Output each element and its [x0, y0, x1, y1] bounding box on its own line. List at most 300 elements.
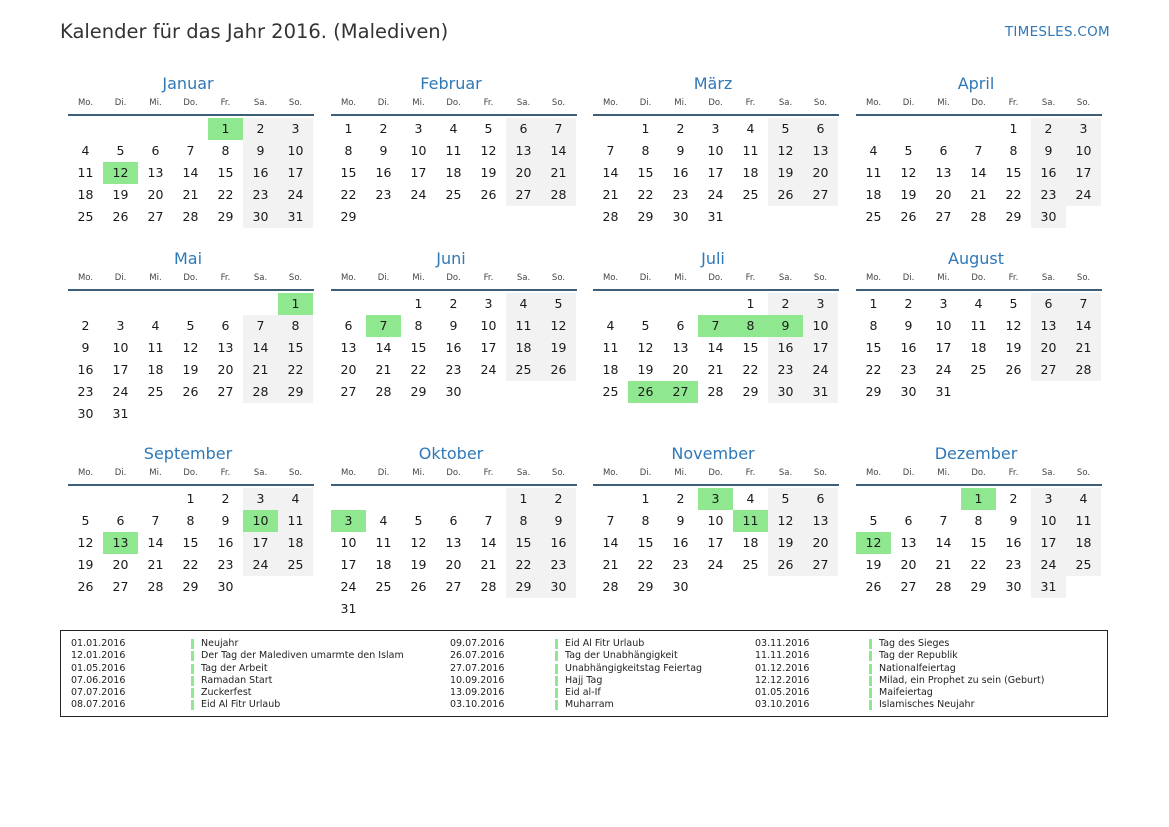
day-cell: 14 [147, 535, 164, 550]
day-cell: 17 [287, 165, 304, 180]
day-cell: 26 [550, 362, 567, 377]
weekday-label: Sa. [253, 273, 268, 283]
month-name: April [957, 74, 995, 93]
weekday-label: Mi. [412, 273, 425, 283]
day-cell: 1 [414, 296, 423, 311]
day-cell: 23 [217, 557, 234, 572]
day-cell: 11 [515, 318, 532, 333]
day-cell: 14 [707, 340, 724, 355]
day-cell: 15 [217, 165, 234, 180]
day-cell: 27 [515, 187, 532, 202]
day-cell: 4 [291, 491, 300, 506]
day-cell: 15 [637, 535, 654, 550]
day-cell: 15 [970, 535, 987, 550]
weekday-label: Do. [708, 273, 723, 283]
day-cell: 10 [707, 513, 724, 528]
day-cell: 7 [606, 143, 615, 158]
day-cell: 1 [869, 296, 878, 311]
day-cell: 30 [777, 384, 794, 399]
day-cell: 28 [375, 384, 392, 399]
day-cell: 4 [519, 296, 528, 311]
day-cell: 14 [550, 143, 567, 158]
weekday-label: So. [551, 273, 566, 283]
day-cell: 30 [672, 209, 689, 224]
weekday-label: Di. [114, 273, 127, 283]
day-cell: 19 [112, 187, 129, 202]
weekday-header [68, 98, 314, 112]
day-cell: 10 [707, 143, 724, 158]
day-cell: 13 [445, 535, 462, 550]
day-cell: 13 [147, 165, 164, 180]
day-cell: 31 [812, 384, 829, 399]
weekday-label: Mi. [149, 468, 162, 478]
day-cell: 15 [1005, 165, 1022, 180]
day-cell: 23 [550, 557, 567, 572]
day-cell: 25 [287, 557, 304, 572]
day-cell: 12 [900, 165, 917, 180]
day-cell: 27 [1040, 362, 1057, 377]
day-cell: 26 [1005, 362, 1022, 377]
header-rule [68, 114, 314, 116]
day-cell: 4 [1079, 491, 1088, 506]
day-cell: 19 [182, 362, 199, 377]
day-cell: 6 [816, 121, 825, 136]
weekday-label: Fr. [745, 273, 756, 283]
day-cell: 20 [812, 165, 829, 180]
day-cell: 17 [1075, 165, 1092, 180]
weekday-label: Do. [446, 273, 461, 283]
day-cell: 27 [445, 579, 462, 594]
day-cell: 27 [340, 384, 357, 399]
header-rule [593, 484, 839, 486]
day-cell: 10 [287, 143, 304, 158]
day-cell: 5 [81, 513, 90, 528]
header-rule [331, 114, 577, 116]
day-cell: 15 [637, 165, 654, 180]
holiday-day-cell: 11 [733, 510, 768, 532]
weekday-label: Do. [183, 273, 198, 283]
holiday-marker [191, 676, 194, 686]
day-cell: 10 [1040, 513, 1057, 528]
day-cell: 7 [554, 121, 563, 136]
day-cell: 16 [1040, 165, 1057, 180]
day-cell: 18 [515, 340, 532, 355]
weekday-header [593, 273, 839, 287]
holiday-name: Milad, ein Prophet zu sein (Geburt) [879, 674, 1045, 686]
weekday-header [331, 468, 577, 482]
weekday-label: Mo. [340, 468, 357, 478]
day-cell: 5 [414, 513, 423, 528]
weekday-label: Mi. [937, 273, 950, 283]
weekday-label: Sa. [516, 98, 531, 108]
month-januar [68, 74, 314, 224]
day-cell: 16 [77, 362, 94, 377]
day-cell: 16 [672, 535, 689, 550]
weekday-label: Sa. [778, 98, 793, 108]
weekday-label: Sa. [1041, 273, 1056, 283]
day-cell: 24 [112, 384, 129, 399]
day-cell: 15 [287, 340, 304, 355]
day-cell: 25 [77, 209, 94, 224]
page-title: Kalender für das Jahr 2016. (Malediven) [60, 20, 449, 43]
day-cell: 7 [186, 143, 195, 158]
day-cell: 14 [480, 535, 497, 550]
weekday-header [331, 98, 577, 112]
day-cell: 1 [186, 491, 195, 506]
day-cell: 8 [641, 143, 650, 158]
weekday-label: Di. [902, 273, 915, 283]
day-cell: 1 [746, 296, 755, 311]
day-cell: 18 [375, 557, 392, 572]
day-cell: 10 [112, 340, 129, 355]
weekday-label: Mi. [149, 273, 162, 283]
weekday-label: Mo. [865, 468, 882, 478]
day-cell: 11 [147, 340, 164, 355]
day-cell: 26 [865, 579, 882, 594]
holiday-name: Hajj Tag [565, 674, 603, 686]
holiday-name: Unabhängigkeitstag Feiertag [565, 662, 703, 674]
day-cell: 6 [904, 513, 913, 528]
holiday-date: 13.09.2016 [450, 687, 505, 699]
weekday-label: So. [1076, 98, 1091, 108]
day-cell: 4 [449, 121, 458, 136]
weekday-label: Mi. [149, 98, 162, 108]
weekday-label: Mo. [602, 468, 619, 478]
day-cell: 26 [777, 187, 794, 202]
day-cell: 8 [1009, 143, 1018, 158]
day-cell: 22 [970, 557, 987, 572]
month-name: August [948, 249, 1004, 268]
weekday-label: Sa. [516, 273, 531, 283]
day-cell: 29 [217, 209, 234, 224]
holiday-marker [869, 664, 872, 674]
day-cell: 9 [554, 513, 563, 528]
holiday-name: Der Tag der Malediven umarmte den Islam [201, 650, 404, 662]
day-cell: 20 [935, 187, 952, 202]
day-cell: 6 [151, 143, 160, 158]
weekday-label: Mo. [77, 98, 94, 108]
day-cell: 29 [287, 384, 304, 399]
day-cell: 12 [182, 340, 199, 355]
holiday-marker [555, 700, 558, 710]
weekday-label: Mo. [77, 273, 94, 283]
day-cell: 16 [252, 165, 269, 180]
day-cell: 25 [742, 187, 759, 202]
weekday-label: Do. [971, 98, 986, 108]
holiday-marker [191, 688, 194, 698]
day-cell: 1 [344, 121, 353, 136]
day-cell: 14 [602, 165, 619, 180]
day-cell: 29 [515, 579, 532, 594]
weekday-label: Di. [114, 98, 127, 108]
day-cell: 19 [410, 557, 427, 572]
day-cell: 29 [742, 384, 759, 399]
day-cell: 28 [707, 384, 724, 399]
holiday-date: 01.01.2016 [71, 638, 126, 649]
weekday-label: Mo. [865, 273, 882, 283]
header-rule [856, 484, 1102, 486]
weekday-label: Fr. [1008, 98, 1019, 108]
day-cell: 22 [515, 557, 532, 572]
day-cell: 18 [287, 535, 304, 550]
header-rule [331, 289, 577, 291]
holiday-date: 07.06.2016 [71, 674, 126, 686]
day-cell: 2 [676, 121, 685, 136]
day-cell: 13 [812, 513, 829, 528]
day-cell: 5 [904, 143, 913, 158]
holiday-day-cell: 13 [103, 532, 138, 554]
day-cell: 2 [449, 296, 458, 311]
holiday-marker [869, 688, 872, 698]
day-cell: 30 [1040, 209, 1057, 224]
weekday-label: Do. [446, 468, 461, 478]
day-cell: 4 [746, 121, 755, 136]
weekday-header [593, 468, 839, 482]
day-cell: 7 [606, 513, 615, 528]
holiday-date: 03.10.2016 [450, 699, 505, 711]
weekday-label: Mo. [340, 98, 357, 108]
day-cell: 16 [1005, 535, 1022, 550]
day-cell: 30 [252, 209, 269, 224]
day-cell: 31 [340, 601, 357, 616]
day-cell: 1 [519, 491, 528, 506]
day-cell: 20 [445, 557, 462, 572]
day-cell: 18 [970, 340, 987, 355]
day-cell: 25 [602, 384, 619, 399]
holiday-date: 01.05.2016 [755, 687, 810, 699]
day-cell: 23 [672, 187, 689, 202]
day-cell: 12 [1005, 318, 1022, 333]
day-cell: 8 [186, 513, 195, 528]
weekday-label: Mo. [602, 273, 619, 283]
day-cell: 28 [602, 209, 619, 224]
day-cell: 3 [291, 121, 300, 136]
day-cell: 1 [641, 121, 650, 136]
holiday-marker [191, 639, 194, 649]
day-cell: 4 [379, 513, 388, 528]
day-cell: 22 [410, 362, 427, 377]
weekday-label: Fr. [745, 468, 756, 478]
day-cell: 18 [77, 187, 94, 202]
weekday-label: Di. [639, 98, 652, 108]
day-cell: 17 [707, 535, 724, 550]
holiday-legend [60, 630, 1108, 717]
weekday-header [68, 273, 314, 287]
day-cell: 6 [519, 121, 528, 136]
day-cell: 24 [340, 579, 357, 594]
holiday-name: Tag der Republik [879, 650, 958, 662]
header-rule [331, 484, 577, 486]
day-cell: 20 [812, 535, 829, 550]
day-cell: 14 [970, 165, 987, 180]
day-cell: 3 [256, 491, 265, 506]
day-cell: 7 [256, 318, 265, 333]
day-cell: 18 [147, 362, 164, 377]
day-cell: 30 [217, 579, 234, 594]
day-cell: 11 [287, 513, 304, 528]
weekday-label: So. [1076, 273, 1091, 283]
weekday-label: Di. [377, 468, 390, 478]
day-cell: 25 [375, 579, 392, 594]
day-cell: 18 [445, 165, 462, 180]
holiday-day-cell: 1 [208, 118, 243, 140]
weekday-label: Do. [183, 468, 198, 478]
day-cell: 5 [781, 491, 790, 506]
holiday-marker [869, 700, 872, 710]
weekday-label: Fr. [1008, 468, 1019, 478]
day-cell: 19 [550, 340, 567, 355]
day-cell: 13 [340, 340, 357, 355]
day-cell: 20 [217, 362, 234, 377]
day-cell: 24 [480, 362, 497, 377]
holiday-day-cell: 27 [663, 381, 698, 403]
holiday-date: 26.07.2016 [450, 650, 505, 662]
day-cell: 4 [606, 318, 615, 333]
day-cell: 26 [77, 579, 94, 594]
day-cell: 18 [1075, 535, 1092, 550]
holiday-marker [555, 639, 558, 649]
day-cell: 26 [112, 209, 129, 224]
day-cell: 22 [637, 187, 654, 202]
day-cell: 27 [217, 384, 234, 399]
month-oktober [331, 444, 577, 616]
month-dezember [856, 444, 1102, 594]
day-cell: 21 [602, 557, 619, 572]
holiday-day-cell: 7 [698, 315, 733, 337]
day-cell: 18 [742, 165, 759, 180]
day-cell: 29 [970, 579, 987, 594]
day-cell: 21 [602, 187, 619, 202]
day-cell: 16 [375, 165, 392, 180]
weekday-label: So. [551, 98, 566, 108]
day-cell: 11 [375, 535, 392, 550]
weekday-label: Fr. [220, 468, 231, 478]
holiday-day-cell: 7 [366, 315, 401, 337]
day-cell: 24 [410, 187, 427, 202]
day-cell: 22 [340, 187, 357, 202]
holiday-date: 08.07.2016 [71, 699, 126, 711]
weekday-label: Fr. [1008, 273, 1019, 283]
day-cell: 9 [256, 143, 265, 158]
day-cell: 10 [812, 318, 829, 333]
day-cell: 24 [1040, 557, 1057, 572]
header-rule [856, 289, 1102, 291]
day-cell: 28 [480, 579, 497, 594]
day-cell: 23 [77, 384, 94, 399]
weekday-label: Do. [708, 98, 723, 108]
day-cell: 23 [445, 362, 462, 377]
holiday-date: 01.05.2016 [71, 662, 126, 674]
day-cell: 14 [182, 165, 199, 180]
day-cell: 17 [410, 165, 427, 180]
day-cell: 9 [676, 143, 685, 158]
day-cell: 30 [1005, 579, 1022, 594]
day-cell: 17 [480, 340, 497, 355]
day-cell: 23 [1040, 187, 1057, 202]
month-name: Dezember [934, 444, 1018, 463]
day-cell: 31 [287, 209, 304, 224]
holiday-marker [869, 676, 872, 686]
day-cell: 4 [81, 143, 90, 158]
day-cell: 14 [602, 535, 619, 550]
site-link[interactable]: TIMESLES.COM [1004, 24, 1110, 40]
day-cell: 30 [77, 406, 94, 421]
month-name: November [671, 444, 755, 463]
weekday-header [856, 273, 1102, 287]
month-september [68, 444, 314, 594]
holiday-marker [191, 664, 194, 674]
weekday-header [856, 468, 1102, 482]
day-cell: 27 [900, 579, 917, 594]
weekday-label: Mi. [674, 273, 687, 283]
day-cell: 31 [935, 384, 952, 399]
weekday-label: Do. [183, 98, 198, 108]
day-cell: 12 [777, 513, 794, 528]
day-cell: 26 [480, 187, 497, 202]
weekday-label: Mi. [412, 468, 425, 478]
day-cell: 24 [252, 557, 269, 572]
weekday-label: Sa. [778, 273, 793, 283]
holiday-day-cell: 12 [103, 162, 138, 184]
header-rule [856, 114, 1102, 116]
day-cell: 27 [812, 187, 829, 202]
day-cell: 8 [519, 513, 528, 528]
day-cell: 13 [1040, 318, 1057, 333]
day-cell: 19 [77, 557, 94, 572]
day-cell: 12 [77, 535, 94, 550]
day-cell: 11 [602, 340, 619, 355]
day-cell: 21 [147, 557, 164, 572]
day-cell: 8 [869, 318, 878, 333]
header-rule [593, 114, 839, 116]
day-cell: 1 [641, 491, 650, 506]
day-cell: 25 [970, 362, 987, 377]
day-cell: 11 [970, 318, 987, 333]
header-rule [68, 484, 314, 486]
holiday-date: 12.01.2016 [71, 650, 126, 662]
day-cell: 28 [935, 579, 952, 594]
month-august [856, 249, 1102, 399]
holiday-name: Tag der Unabhängigkeit [565, 650, 678, 662]
day-cell: 6 [449, 513, 458, 528]
day-cell: 14 [375, 340, 392, 355]
weekday-label: Fr. [745, 98, 756, 108]
day-cell: 28 [147, 579, 164, 594]
day-cell: 3 [1044, 491, 1053, 506]
weekday-label: Do. [971, 273, 986, 283]
day-cell: 17 [707, 165, 724, 180]
day-cell: 13 [900, 535, 917, 550]
day-cell: 15 [340, 165, 357, 180]
weekday-label: So. [813, 468, 828, 478]
day-cell: 29 [410, 384, 427, 399]
day-cell: 17 [252, 535, 269, 550]
day-cell: 23 [900, 362, 917, 377]
holiday-day-cell: 1 [278, 293, 313, 315]
month-november [593, 444, 839, 594]
day-cell: 9 [904, 318, 913, 333]
day-cell: 6 [676, 318, 685, 333]
day-cell: 19 [777, 165, 794, 180]
day-cell: 21 [935, 557, 952, 572]
weekday-label: So. [551, 468, 566, 478]
day-cell: 10 [340, 535, 357, 550]
day-cell: 9 [81, 340, 90, 355]
weekday-label: Sa. [1041, 468, 1056, 478]
day-cell: 28 [550, 187, 567, 202]
weekday-label: Mi. [937, 98, 950, 108]
holiday-date: 09.07.2016 [450, 638, 505, 649]
